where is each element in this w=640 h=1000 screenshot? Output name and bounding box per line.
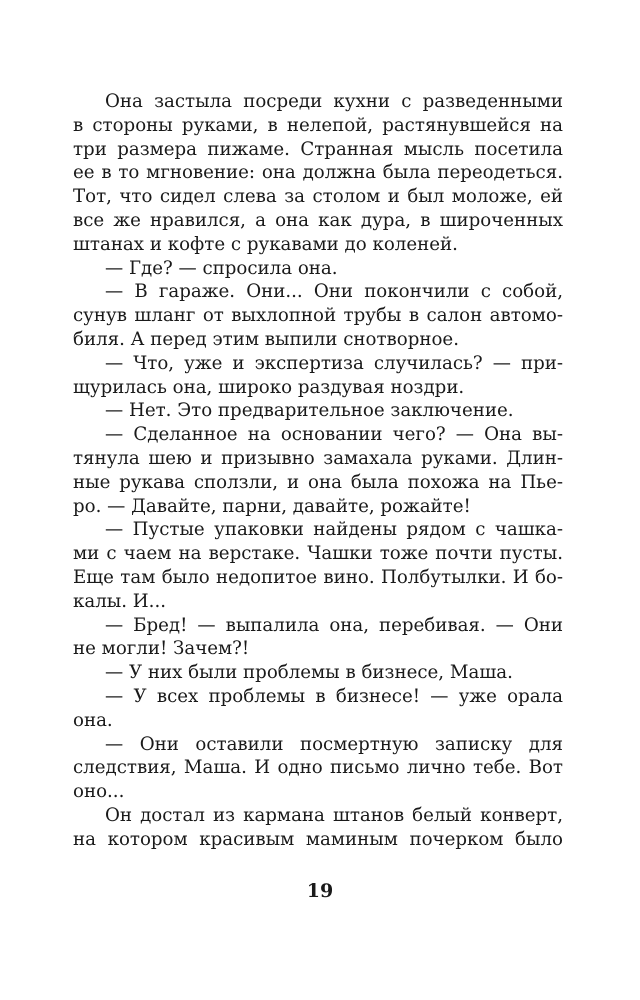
text-line: — Нет. Это предварительное заключение.: [105, 400, 514, 422]
text-line: — Они оставили посмертную записку для: [105, 733, 563, 755]
text-line: ные рукава сползли, и она была похожа на Пье-: [73, 471, 563, 493]
body-text: [73, 90, 563, 852]
text-line: тянула шею и призывно замахала руками. Длин-: [73, 447, 563, 469]
text-line: калы. И...: [73, 590, 167, 612]
page-number: 19: [306, 880, 334, 902]
text-line: следствия, Маша. И одно письмо лично тебе. Вот: [73, 757, 563, 779]
text-line: три размера пижаме. Странная мысль посетила: [73, 138, 563, 160]
text-line: Тот, что сидел слева за столом и был моложе, ей: [73, 186, 563, 208]
text-line: — Бред! — выпалила она, перебивая. — Они: [105, 614, 563, 636]
text-line: все же нравился, а она как дура, в широченных: [73, 209, 563, 231]
text-line: биля. А перед этим выпили снотворное.: [73, 328, 459, 350]
text-line: — В гараже. Они... Они покончили с собой,: [105, 281, 563, 303]
text-line: сунув шланг от выхлопной трубы в салон автомо-: [73, 305, 563, 327]
text-line: на котором красивым маминым почерком было: [73, 828, 563, 850]
text-line: Еще там было недопитое вино. Полбутылки. И бо-: [73, 566, 563, 588]
text-line: штанах и кофте с рукавами до коленей.: [73, 233, 458, 255]
text-line: — Что, уже и экспертиза случилась? — при-: [105, 352, 563, 374]
text-line: в стороны руками, в нелепой, растянувшейся на: [73, 114, 563, 136]
text-line: щурилась она, широко раздувая ноздри.: [73, 376, 465, 398]
text-line: ми с чаем на верстаке. Чашки тоже почти пусты.: [73, 543, 563, 565]
text-line: — Где? — спросила она.: [105, 257, 338, 279]
text-line: ее в то мгновение: она должна была переодеться.: [73, 162, 563, 184]
text-line: — У них были проблемы в бизнесе, Маша.: [105, 662, 513, 684]
text-line: — Пустые упаковки найдены рядом с чашка-: [105, 519, 563, 541]
text-line: Он достал из кармана штанов белый конверт,: [105, 804, 563, 826]
text-line: — У всех проблемы в бизнесе! — уже орала: [105, 685, 563, 707]
text-line: не могли! Зачем?!: [73, 638, 250, 660]
text-line: ро. — Давайте, парни, давайте, рожайте!: [73, 495, 471, 517]
text-line: она.: [73, 709, 113, 731]
text-line: Она застыла посреди кухни с разведенными: [105, 91, 563, 112]
text-line: оно...: [73, 781, 125, 803]
text-line: — Сделанное на основании чего? — Она вы-: [105, 424, 563, 446]
